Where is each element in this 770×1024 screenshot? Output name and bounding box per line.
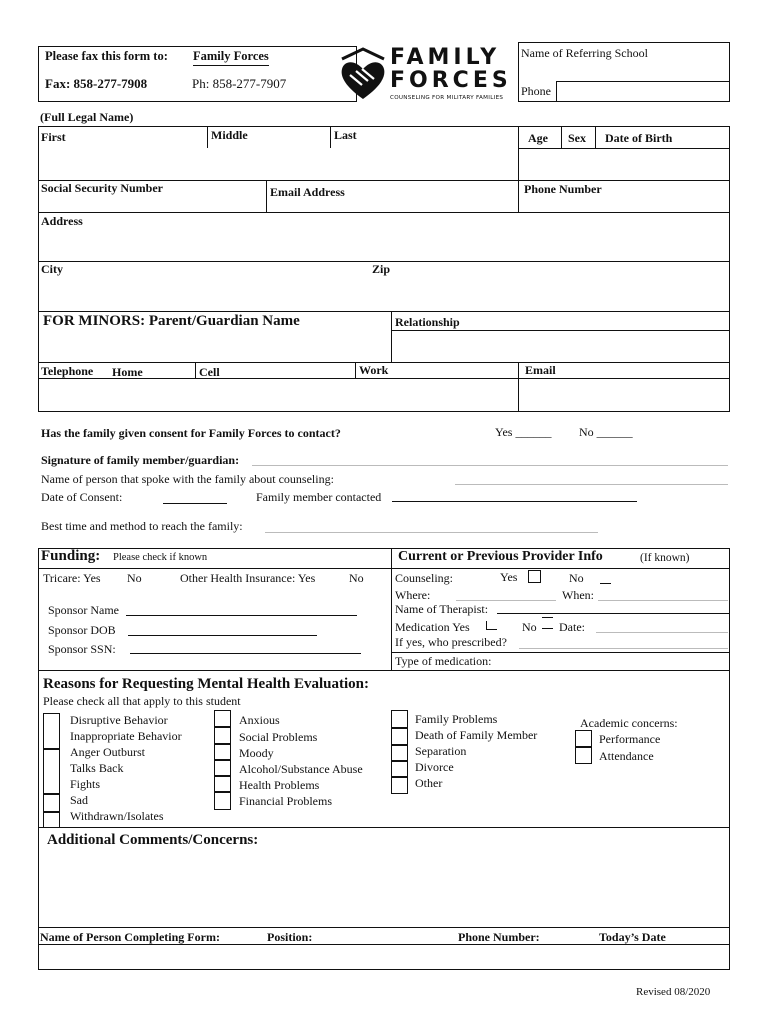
ssn-label: Social Security Number — [41, 181, 163, 195]
reason-inappropriate: Inappropriate Behavior — [70, 729, 182, 743]
signature-label: Signature of family member/guardian: — [41, 453, 240, 467]
person-spoke-label: Name of person that spoke with the family about counseling: — [41, 472, 334, 486]
referring-school-label: Name of Referring School — [521, 46, 648, 60]
reason-anger: Anger Outburst — [70, 745, 145, 759]
sex-label: Sex — [568, 131, 586, 145]
full-legal-name-label: (Full Legal Name) — [40, 110, 134, 124]
reason-health: Health Problems — [239, 778, 320, 792]
funding-title: Funding: — [41, 548, 101, 564]
reason-separation: Separation — [415, 744, 467, 758]
comments-title: Additional Comments/Concerns: — [47, 832, 259, 848]
sponsor-ssn-label: Sponsor SSN: — [48, 642, 116, 656]
org-name: Family Forces — [193, 49, 269, 63]
reason-other: Other — [415, 776, 443, 790]
middle-name-label: Middle — [211, 128, 248, 142]
counseling-no-label: No — [569, 571, 584, 585]
best-time-label: Best time and method to reach the family: — [41, 519, 243, 533]
sponsor-name-label: Sponsor Name — [48, 603, 119, 617]
home-label: Home — [112, 365, 143, 379]
col1-checkbox-3[interactable] — [43, 794, 60, 812]
counseling-yes-label: Yes — [500, 570, 518, 584]
prescribed-label: If yes, who prescribed? — [395, 635, 507, 649]
medication-no-label: No — [522, 620, 537, 634]
telephone-label: Telephone — [41, 364, 94, 378]
reason-financial: Financial Problems — [239, 794, 332, 808]
tricare-yes[interactable]: Tricare: Yes — [43, 571, 101, 585]
reason-substance: Alcohol/Substance Abuse — [239, 762, 363, 776]
person-completing-label: Name of Person Completing Form: — [40, 930, 220, 944]
relationship-label: Relationship — [395, 315, 460, 329]
provider-title: Current or Previous Provider Info — [398, 549, 603, 564]
medication-yes-label: Medication Yes — [395, 620, 470, 634]
counseling-no-line[interactable] — [600, 583, 611, 584]
col2-checkbox-1[interactable] — [214, 710, 231, 727]
reasons-instructions: Please check all that apply to this student — [43, 694, 241, 708]
todays-date-label: Today’s Date — [599, 930, 666, 944]
zip-label: Zip — [372, 262, 391, 276]
reason-attendance: Attendance — [599, 749, 654, 763]
col2-checkbox-5[interactable] — [214, 776, 231, 792]
reason-sad: Sad — [70, 793, 88, 807]
fax-intro: Please fax this form to: — [45, 49, 168, 63]
funding-note: Please check if known — [113, 552, 208, 563]
last-name-label: Last — [334, 128, 357, 142]
other-insurance-yes[interactable]: Other Health Insurance: Yes — [180, 571, 316, 585]
student-phone-label: Phone Number — [524, 182, 602, 196]
col1-checkbox-1[interactable] — [43, 713, 60, 749]
col1-checkbox-4[interactable] — [43, 812, 60, 828]
medication-yes-line[interactable] — [486, 629, 497, 630]
first-name-label: First — [41, 130, 66, 144]
logo-line1: FAMILY — [390, 45, 501, 70]
col2-checkbox-4[interactable] — [214, 760, 231, 776]
student-info-box — [38, 126, 730, 312]
medication-type-label: Type of medication: — [395, 654, 492, 668]
family-contacted-label: Family member contacted — [256, 490, 382, 504]
consent-question: Has the family given consent for Family Forces to contact? — [41, 426, 341, 440]
medication-date-label: Date: — [559, 620, 585, 634]
col4-checkbox-2[interactable] — [575, 747, 592, 764]
consent-yes[interactable]: Yes ______ — [495, 425, 552, 439]
reason-withdrawn: Withdrawn/Isolates — [70, 809, 164, 823]
reason-death: Death of Family Member — [415, 728, 538, 742]
footer-phone-label: Phone Number: — [458, 930, 540, 944]
cell-label: Cell — [199, 365, 220, 379]
reason-family-problems: Family Problems — [415, 712, 498, 726]
family-forces-logo — [338, 45, 513, 103]
when-label: When: — [562, 588, 594, 602]
date-of-consent-label: Date of Consent: — [41, 490, 123, 504]
col3-checkbox-3[interactable] — [391, 745, 408, 761]
revised-date: Revised 08/2020 — [636, 986, 711, 998]
guardian-title: FOR MINORS: Parent/Guardian Name — [43, 313, 300, 329]
reason-moody: Moody — [239, 746, 274, 760]
school-phone-label: Phone — [521, 84, 551, 98]
fax-number: Fax: 858-277-7908 — [45, 76, 148, 91]
col3-checkbox-1[interactable] — [391, 710, 408, 728]
col3-checkbox-2[interactable] — [391, 728, 408, 745]
col2-checkbox-2[interactable] — [214, 727, 231, 744]
logo-tagline: COUNSELING FOR MILITARY FAMILIES — [390, 95, 504, 101]
medication-no-line[interactable] — [542, 628, 553, 629]
counseling-yes-checkbox[interactable] — [528, 570, 541, 583]
col2-checkbox-3[interactable] — [214, 744, 231, 760]
address-label: Address — [41, 214, 83, 228]
phone-number: Ph: 858-277-7907 — [192, 76, 287, 91]
reason-talks-back: Talks Back — [70, 761, 124, 775]
col1-checkbox-2[interactable] — [43, 749, 60, 794]
reason-anxious: Anxious — [239, 713, 280, 727]
heart-hands-icon — [338, 45, 388, 101]
logo-line2: FORCES — [390, 68, 512, 93]
academic-concerns-label: Academic concerns: — [580, 716, 678, 730]
col2-checkbox-6[interactable] — [214, 792, 231, 810]
reason-divorce: Divorce — [415, 760, 454, 774]
col3-checkbox-5[interactable] — [391, 777, 408, 794]
reason-disruptive: Disruptive Behavior — [70, 713, 168, 727]
consent-no[interactable]: No ______ — [579, 425, 633, 439]
reason-social: Social Problems — [239, 730, 318, 744]
reasons-title: Reasons for Requesting Mental Health Evaluation: — [43, 676, 369, 692]
counseling-label: Counseling: — [395, 571, 454, 585]
provider-note: (If known) — [640, 552, 690, 564]
where-label: Where: — [395, 588, 431, 602]
city-label: City — [41, 262, 63, 276]
col4-checkbox-1[interactable] — [575, 730, 592, 747]
reason-performance: Performance — [599, 732, 661, 746]
email-label: Email Address — [270, 185, 345, 199]
guardian-email-label: Email — [525, 363, 556, 377]
col3-checkbox-4[interactable] — [391, 761, 408, 777]
other-insurance-no[interactable]: No — [349, 571, 364, 585]
dob-label: Date of Birth — [605, 131, 673, 145]
tricare-no[interactable]: No — [127, 571, 142, 585]
sponsor-dob-label: Sponsor DOB — [48, 623, 116, 637]
reason-fights: Fights — [70, 777, 101, 791]
position-label: Position: — [267, 930, 313, 944]
therapist-label: Name of Therapist: — [395, 602, 489, 616]
age-label: Age — [528, 131, 548, 145]
work-label: Work — [359, 363, 389, 377]
